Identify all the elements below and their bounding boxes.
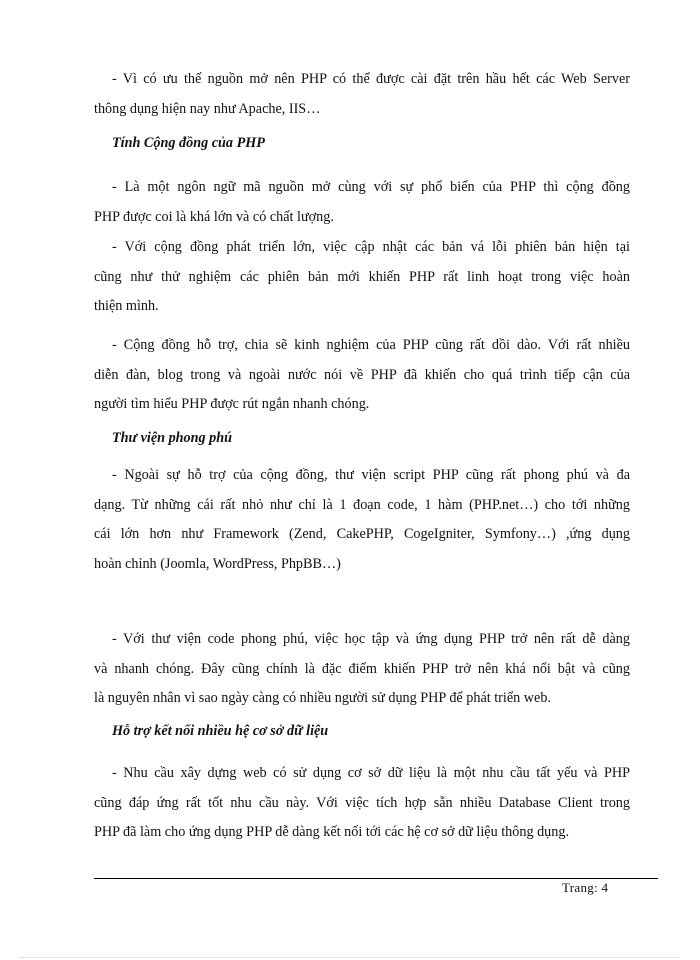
paragraph-community-support [94, 331, 630, 420]
text-line: cũng như thử nghiệm các phiên bản mới khiến PHP rất linh hoạt trong việc hoàn [94, 268, 630, 285]
text-line: PHP được coi là khá lớn và có chất lượng. [94, 208, 334, 225]
page-number: Trang: 4 [562, 880, 609, 895]
text-line: - Cộng đồng hỗ trợ, chia sẽ kinh nghiệm của PHP cũng rất dồi dào. Với rất nhiều [112, 337, 630, 353]
paragraph-database-support [94, 759, 630, 848]
section-heading-community: Tính Cộng đồng của PHP [112, 135, 265, 151]
text-line: là nguyên nhân vì sao ngày càng có nhiều người sử dụng PHP để phát triển web. [94, 690, 551, 706]
paragraph-community-updates [94, 233, 630, 322]
paragraph-library-benefits [94, 625, 630, 714]
text-line: hoàn chỉnh (Joomla, WordPress, PhpBB…) [94, 555, 341, 572]
text-line: PHP đã làm cho ứng dụng PHP dễ dàng kết nối tới các hệ cơ sở dữ liệu thông dụng. [94, 824, 570, 840]
text-line: thiện mình. [94, 298, 159, 314]
paragraph-library-scripts [94, 461, 630, 579]
text-line: - Vì có ưu thế nguồn mở nên PHP có thể được cài đặt trên hầu hết các Web Server [112, 71, 630, 87]
paragraph-community-size [94, 173, 630, 232]
text-line: cái lớn hơn như Framework (Zend, CakePHP, CogeIgniter, Symfony…) ,ứng dụng [94, 526, 630, 542]
text-line: - Với thư viện code phong phú, việc học tập và ứng dụng PHP trở nên rất dễ dàng [112, 631, 630, 647]
text-line: người tìm hiểu PHP được rút ngắn nhanh chóng. [94, 396, 370, 412]
text-line: - Nhu cầu xây dựng web có sử dụng cơ sở dữ liệu là một nhu cầu tất yếu và PHP [112, 765, 630, 781]
text-line: và nhanh chóng. Đây cũng chính là đặc điểm khiến PHP trở nên khá nổi bật và cũng [94, 660, 630, 677]
section-heading-database: Hỗ trợ kết nối nhiều hệ cơ sở dữ liệu [112, 723, 329, 739]
text-line: cũng đáp ứng rất tốt nhu cầu này. Với việc tích hợp sẵn nhiều Database Client trong [94, 794, 630, 811]
text-line: diễn đàn, blog trong và ngoài nước nói về PHP đã khiến cho quá trình tiếp cận của [94, 366, 630, 383]
text-line: dạng. Từ những cái rất nhỏ như chỉ là 1 đoạn code, 1 hàm (PHP.net…) cho tới những [94, 496, 630, 513]
section-heading-library: Thư viện phong phú [112, 430, 233, 446]
footer-divider [94, 878, 658, 879]
text-line: - Là một ngôn ngữ mã nguồn mở cùng với sự phổ biến của PHP thì cộng đồng [112, 179, 630, 195]
paragraph-open-source [94, 65, 630, 124]
text-line: thông dụng hiện nay như Apache, IIS… [94, 100, 321, 117]
text-line: - Ngoài sự hỗ trợ của cộng đồng, thư viện script PHP cũng rất phong phú và đa [112, 467, 630, 483]
text-line: - Với cộng đồng phát triển lớn, việc cập nhật các bản vá lỗi phiên bản hiện tại [112, 239, 630, 255]
page-bottom-edge [20, 957, 680, 958]
